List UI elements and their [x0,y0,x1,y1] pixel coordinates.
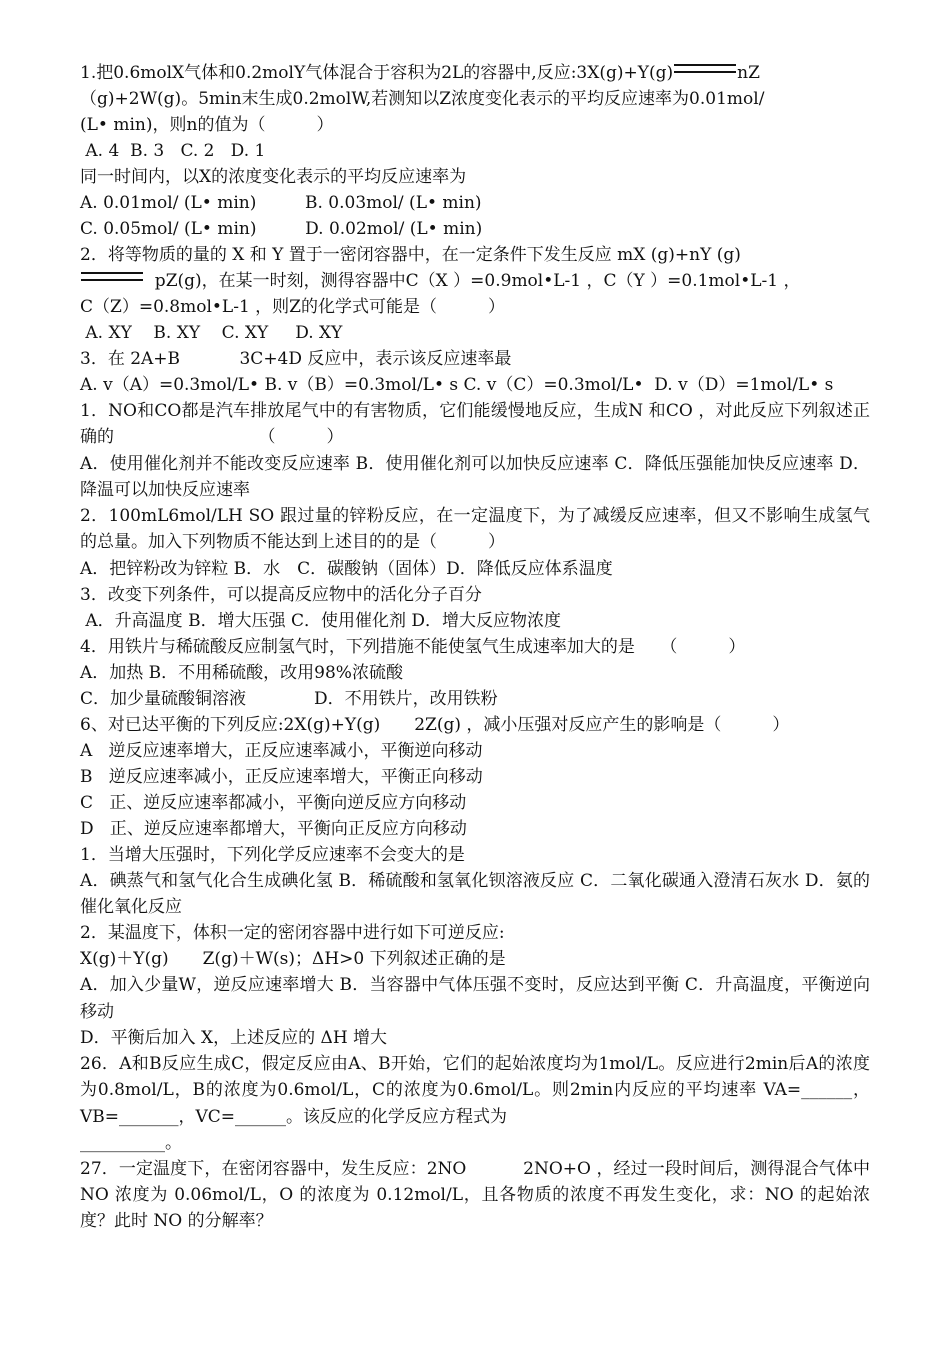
q1-options-cd: C. 0.05mol/ (L• min) D. 0.02mol/ (L• min) [80,219,483,239]
equilibrium-arrow-icon [81,272,143,281]
equilibrium-arrow-icon [674,64,736,73]
q1-line3: (L• min)，则n的值为（ ） [80,115,334,135]
s2q2-options: A．把锌粉改为锌粒 B．水 C．碳酸钠（固体）D．降低反应体系温度 [80,558,613,579]
q2-options: A. XY B. XY C. XY D. XY [80,323,343,343]
s2q2-text: 2．100mL6mol/LH SO 跟过量的锌粉反应，在一定温度下，为了减缓反应速率，但又不影响生成氢气的总量。加入下列物质不能达到上述目的的是（ ） [80,506,870,553]
q27-text: 27．一定温度下，在密闭容器中，发生反应：2NO 2NO+O ，经过一段时间后，测得混合气体中 NO 浓度为 0.06mol/L，O 的浓度为 0.12mol/L，且各物质的浓度不再发生变化，求：NO 的起始浓度？此时 NO 的分解率？ [80,1158,870,1232]
q26-blank: __________。 [80,1132,182,1153]
s3q2-text: 2．某温度下，体积一定的密闭容器中进行如下可逆反应: [80,923,505,944]
s2q6-option-b: B 逆反应速率减小，正反应速率增大，平衡正向移动 [80,766,483,787]
q1-subquestion: 同一时间内，以X的浓度变化表示的平均反应速率为 [80,167,467,187]
s2q6-option-a: A 逆反应速率增大，正反应速率减小，平衡逆向移动 [80,740,483,761]
q2-line2 [80,268,870,294]
s3q1-options: A．碘蒸气和氢气化合生成碘化氢 B．稀硫酸和氢氧化钡溶液反应 C．二氧化碳通入澄清石灰水 D．氨的催化氧化反应 [80,870,870,918]
q1-options-ab: A. 0.01mol/ (L• min) B. 0.03mol/ (L• min) [80,193,482,213]
q26-text: 26．A和B反应生成C，假定反应由A、B开始，它们的起始浓度均为1mol/L。反应进行2min后A的浓度为0.8mol/L，B的浓度为0.6mol/L，C的浓度为0.6mol/L。则2min内反应的平均速率 VA=______，VB=_______，VC=______。该反应的化学反应方程式为 [80,1053,870,1127]
s3q2-option-d: D．平衡后加入 X，上述反应的 ΔH 增大 [80,1027,388,1048]
q1-line2: （g)+2W(g)。5min末生成0.2molW,若测知以Z浓度变化表示的平均反应速率为0.01mol/ [80,89,765,109]
q3-line1: 3．在 2A+B 3C+4D 反应中，表示该反应速率最 [80,349,512,369]
q2-line1: 2．将等物质的量的 X 和 Y 置于一密闭容器中，在一定条件下发生反应 mX (g)+nY (g) [80,245,741,265]
s3q2-equation: X(g)＋Y(g) Z(g)＋W(s)；ΔH>0 下列叙述正确的是 [80,949,506,970]
s2q1-text: 1．NO和CO都是汽车排放尾气中的有害物质，它们能缓慢地反应，生成N 和CO ，对此反应下列叙述正确的 （ ） [80,401,870,448]
q2-line2-text: pZ(g)，在某一时刻，测得容器中C（X ）=0.9mol•L-1 ，C（Y ）=0.1mol•L-1 ， [144,271,801,291]
q2-line3: C（Z）=0.8mol•L-1 ，则Z的化学式可能是（ ） [80,297,505,317]
s2q6-option-d: D 正、逆反应速率都增大，平衡向正反应方向移动 [80,818,467,839]
q1-options: A. 4 B. 3 C. 2 D. 1 [80,141,266,161]
q1-text-a: 1.把0.6molX气体和0.2molY气体混合于容积为2L的容器中,反应:3X(g)+Y(g) [80,63,674,83]
s3q2-options: A．加入少量W，逆反应速率增大 B．当容器中气体压强不变时，反应达到平衡 C．升高温度，平衡逆向移动 [80,975,870,1022]
q3-options: A. v（A）=0.3mol/L• B. v（B）=0.3mol/L• s C. v（C）=0.3mol/L• D. v（D）=1mol/L• s [80,375,834,395]
s3q1-text: 1．当增大压强时，下列化学反应速率不会变大的是 [80,844,465,865]
s2q6-option-c: C 正、逆反应速率都减小，平衡向逆反应方向移动 [80,792,467,813]
q1-text-b: nZ [737,63,760,83]
worksheet [80,60,870,1235]
s2q4-options-ab: A．加热 B．不用稀硫酸，改用98%浓硫酸 [80,662,403,683]
q1-line1 [80,60,870,86]
s2q3-options: A．升高温度 B．增大压强 C．使用催化剂 D．增大反应物浓度 [80,610,562,631]
s2q4-options-cd: C．加少量硫酸铜溶液 D．不用铁片，改用铁粉 [80,688,498,709]
s2q1-options: A．使用催化剂并不能改变反应速率 B．使用催化剂可以加快反应速率 C．降低压强能加快反应速率 D．降温可以加快反应速率 [80,453,870,500]
s2q4-text: 4．用铁片与稀硫酸反应制氢气时，下列措施不能使氢气生成速率加大的是 （ ） [80,636,746,657]
s2q6-text: 6、对已达平衡的下列反应:2X(g)+Y(g) 2Z(g) ，减小压强对反应产生的影响是（ ） [80,714,790,735]
s2q3-text: 3．改变下列条件，可以提高反应物中的活化分子百分 [80,584,482,605]
